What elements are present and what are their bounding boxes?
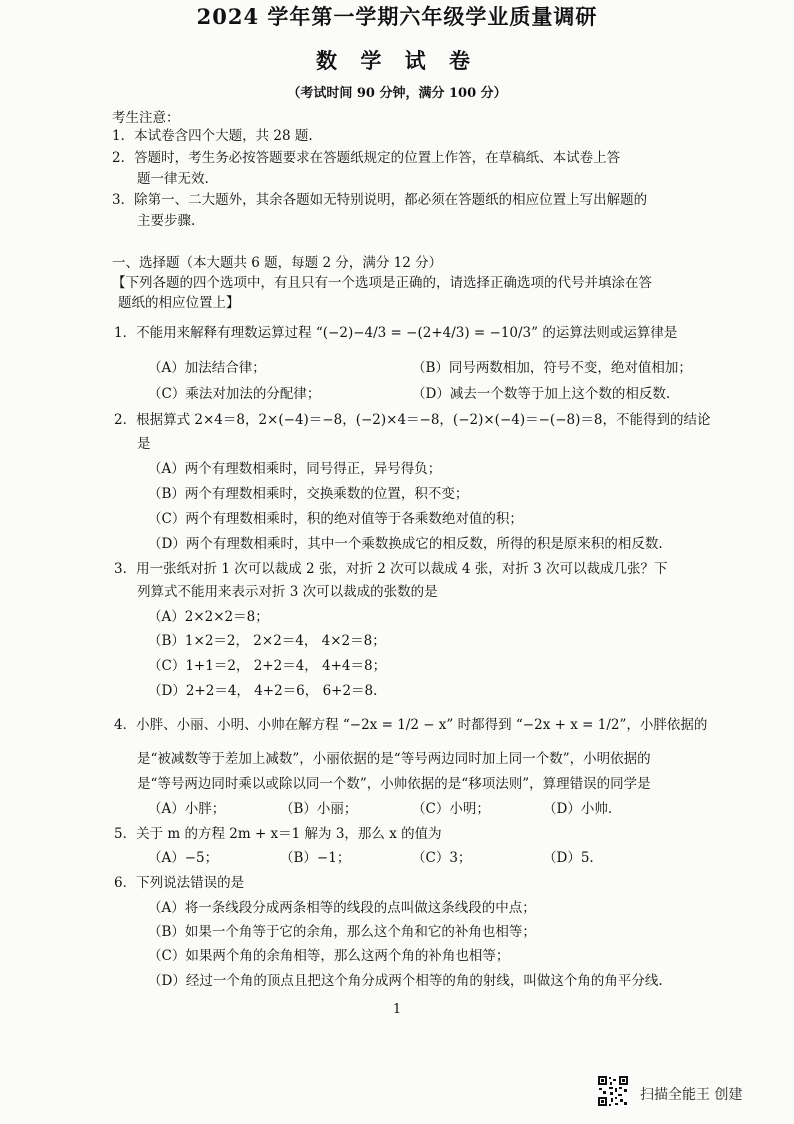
page-subtitle: 数 学 试 卷 xyxy=(316,48,478,73)
question-2-stem: 是 xyxy=(137,436,151,452)
question-5-option-a: （A）−5； xyxy=(148,850,219,866)
notice-item: 3．除第一、二大题外，其余各题如无特别说明，都必须在答题纸的相应位置上写出解题的 xyxy=(112,192,648,208)
question-4-option-c: （C）小明； xyxy=(412,801,490,817)
question-2-option-a: （A）两个有理数相乘时，同号得正，异号得负； xyxy=(148,461,442,477)
question-1-option-c: （C）乘法对加法的分配律； xyxy=(148,386,321,402)
question-5-stem: 5．关于 m 的方程 2m + x＝1 解为 3，那么 x 的值为 xyxy=(114,826,442,842)
question-5-option-b: （B）−1； xyxy=(280,850,351,866)
question-6-stem: 6．下列说法错误的是 xyxy=(114,875,245,891)
page-title: 2024 学年第一学期六年级学业质量调研 xyxy=(196,4,598,29)
section-heading: 一、选择题（本大题共 6 题，每题 2 分，满分 12 分） xyxy=(112,255,443,271)
notice-item: 主要步骤. xyxy=(137,213,196,229)
question-6-option-b: （B）如果一个角等于它的余角，那么这个角和它的补角也相等； xyxy=(148,924,536,940)
question-1-option-b: （B）同号两数相加，符号不变，绝对值相加； xyxy=(412,360,692,376)
scanner-brand-label: 扫描全能王 创建 xyxy=(640,1087,743,1103)
question-6-option-c: （C）如果两个角的余角相等，那么这两个角的补角也相等； xyxy=(148,948,510,964)
question-2-option-c: （C）两个有理数相乘时，积的绝对值等于各乘数绝对值的积； xyxy=(148,511,523,527)
question-4-option-b: （B）小丽； xyxy=(280,801,358,817)
question-4-stem: 是“被减数等于差加上减数”，小丽依据的是“等号两边同时加上同一个数”，小明依据的 xyxy=(137,751,651,767)
page-number: 1 xyxy=(392,1002,402,1017)
question-4-stem: 4．小胖、小丽、小明、小帅在解方程 “−2x = 1/2 − x” 时都得到 “−2x + x = 1/2”，小胖依据的 xyxy=(114,717,708,733)
question-2-stem: 2．根据算式 2×4＝8，2×(−4)＝−8，(−2)×4＝−8，(−2)×(−4)＝−(−8)＝8，不能得到的结论 xyxy=(114,412,711,428)
notice-item: 2．答题时，考生务必按答题要求在答题纸规定的位置上作答，在草稿纸、本试卷上答 xyxy=(112,150,621,166)
section-instruction: 题纸的相应位置上】 xyxy=(118,295,240,311)
question-4-option-d: （D）小帅. xyxy=(543,801,613,817)
question-1-stem: 1．不能用来解释有理数运算过程 “(−2)−4/3 = −(2+4/3) = −10/3” 的运算法则或运算律是 xyxy=(114,325,678,341)
question-2-option-b: （B）两个有理数相乘时，交换乘数的位置，积不变； xyxy=(148,486,469,502)
exam-info: （考试时间 90 分钟，满分 100 分） xyxy=(287,86,507,101)
question-6-option-a: （A）将一条线段分成两条相等的线段的点叫做这条线段的中点； xyxy=(148,900,536,916)
question-1-option-a: （A）加法结合律； xyxy=(148,360,266,376)
notice-item: 1．本试卷含四个大题，共 28 题. xyxy=(112,128,313,144)
question-3-option-b: （B）1×2＝2， 2×2＝4， 4×2＝8； xyxy=(148,633,386,649)
question-6-option-d: （D）经过一个角的顶点且把这个角分成两个相等的角的射线，叫做这个角的角平分线. xyxy=(148,973,663,989)
section-instruction: 【下列各题的四个选项中，有且只有一个选项是正确的，请选择正确选项的代号并填涂在答 xyxy=(112,275,652,291)
question-3-option-a: （A）2×2×2＝8； xyxy=(148,609,269,625)
question-5-option-c: （C）3； xyxy=(412,850,472,866)
question-3-stem: 列算式不能用来表示对折 3 次可以裁成的张数的是 xyxy=(137,584,438,600)
question-3-stem: 3．用一张纸对折 1 次可以裁成 2 张，对折 2 次可以裁成 4 张，对折 3 次可以裁成几张？下 xyxy=(114,561,668,577)
question-3-option-d: （D）2+2＝4， 4+2＝6， 6+2＝8. xyxy=(148,683,378,699)
notice-heading: 考生注意： xyxy=(112,110,180,126)
question-4-stem: 是“等号两边同时乘以或除以同一个数”，小帅依据的是“移项法则”，算理错误的同学是 xyxy=(137,776,651,792)
question-3-option-c: （C）1+1＝2， 2+2＝4， 4+4＝8； xyxy=(148,658,387,674)
notice-item: 题一律无效. xyxy=(137,171,209,187)
question-4-option-a: （A）小胖； xyxy=(148,801,226,817)
question-1-option-d: （D）减去一个数等于加上这个数的相反数. xyxy=(412,386,671,402)
question-2-option-d: （D）两个有理数相乘时，其中一个乘数换成它的相反数，所得的积是原来积的相反数. xyxy=(148,536,663,552)
question-5-option-d: （D）5. xyxy=(543,850,594,866)
qr-code-icon xyxy=(597,1075,629,1107)
